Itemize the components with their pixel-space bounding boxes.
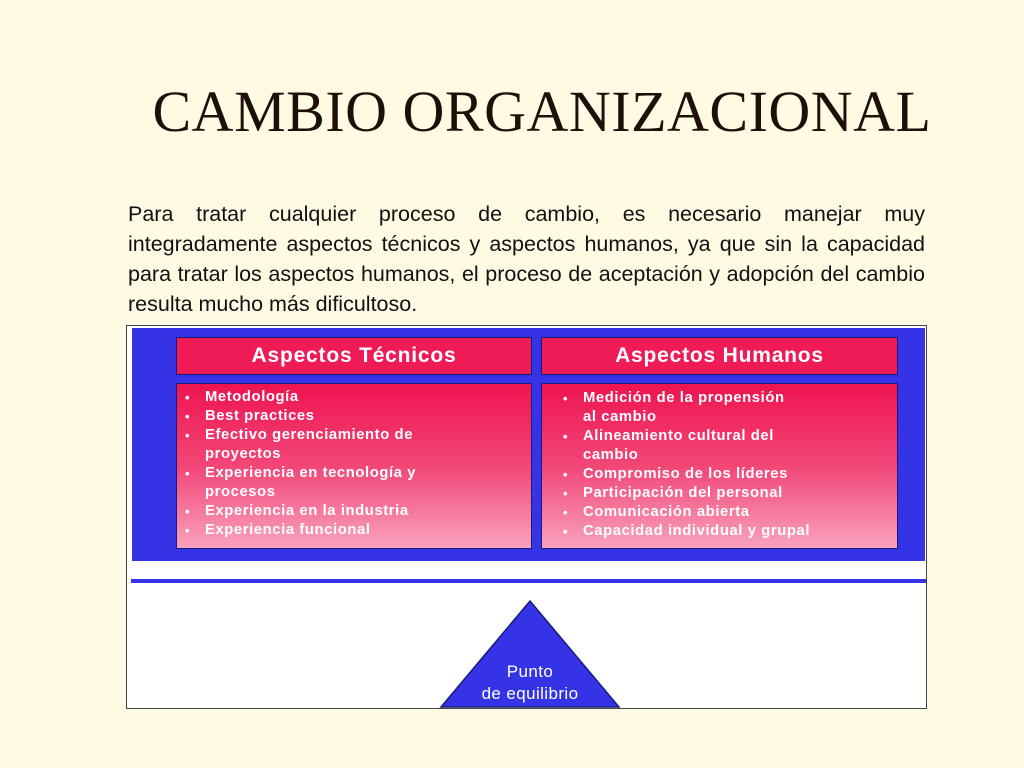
list-item: • Experiencia en la industria [183, 502, 531, 521]
fulcrum-label-line1: Punto [506, 662, 554, 681]
list-item: • Compromiso de los líderes [561, 465, 897, 484]
list-item: • Efectivo gerenciamiento de proyectos [183, 426, 531, 464]
aspectos-humanos-list [542, 384, 897, 541]
fulcrum-label [439, 661, 621, 705]
aspectos-humanos-box [541, 383, 898, 549]
list-item: • Alineamiento cultural del cambio [561, 427, 897, 465]
list-item: • Experiencia en tecnología y procesos [183, 464, 531, 502]
list-item: • Capacidad individual y grupal [561, 522, 897, 541]
aspectos-humanos-header: Aspectos Humanos [541, 337, 898, 375]
list-item: • Medición de la propensión al cambio [561, 389, 897, 427]
list-item: • Metodología [183, 388, 531, 407]
aspectos-tecnicos-header: Aspectos Técnicos [176, 337, 532, 375]
balance-beam-panel [132, 328, 925, 561]
list-item: • Experiencia funcional [183, 521, 531, 540]
slide-title: CAMBIO ORGANIZACIONAL [152, 79, 932, 144]
aspectos-tecnicos-box [176, 383, 532, 549]
list-item: • Participación del personal [561, 484, 897, 503]
list-item: • Comunicación abierta [561, 503, 897, 522]
list-item: • Best practices [183, 407, 531, 426]
fulcrum-label-line2: de equilibrio [481, 684, 579, 703]
intro-paragraph: Para tratar cualquier proceso de cambio, es necesario manejar muy integradamente aspectos técnicos y aspectos humanos, ya que sin la capacidad para tratar los aspectos humanos, el proceso de aceptación y adopción del cambio resulta mucho más dificultoso. [128, 202, 925, 316]
aspectos-tecnicos-list [177, 384, 531, 540]
balance-diagram [126, 325, 927, 709]
balance-line [131, 579, 926, 583]
